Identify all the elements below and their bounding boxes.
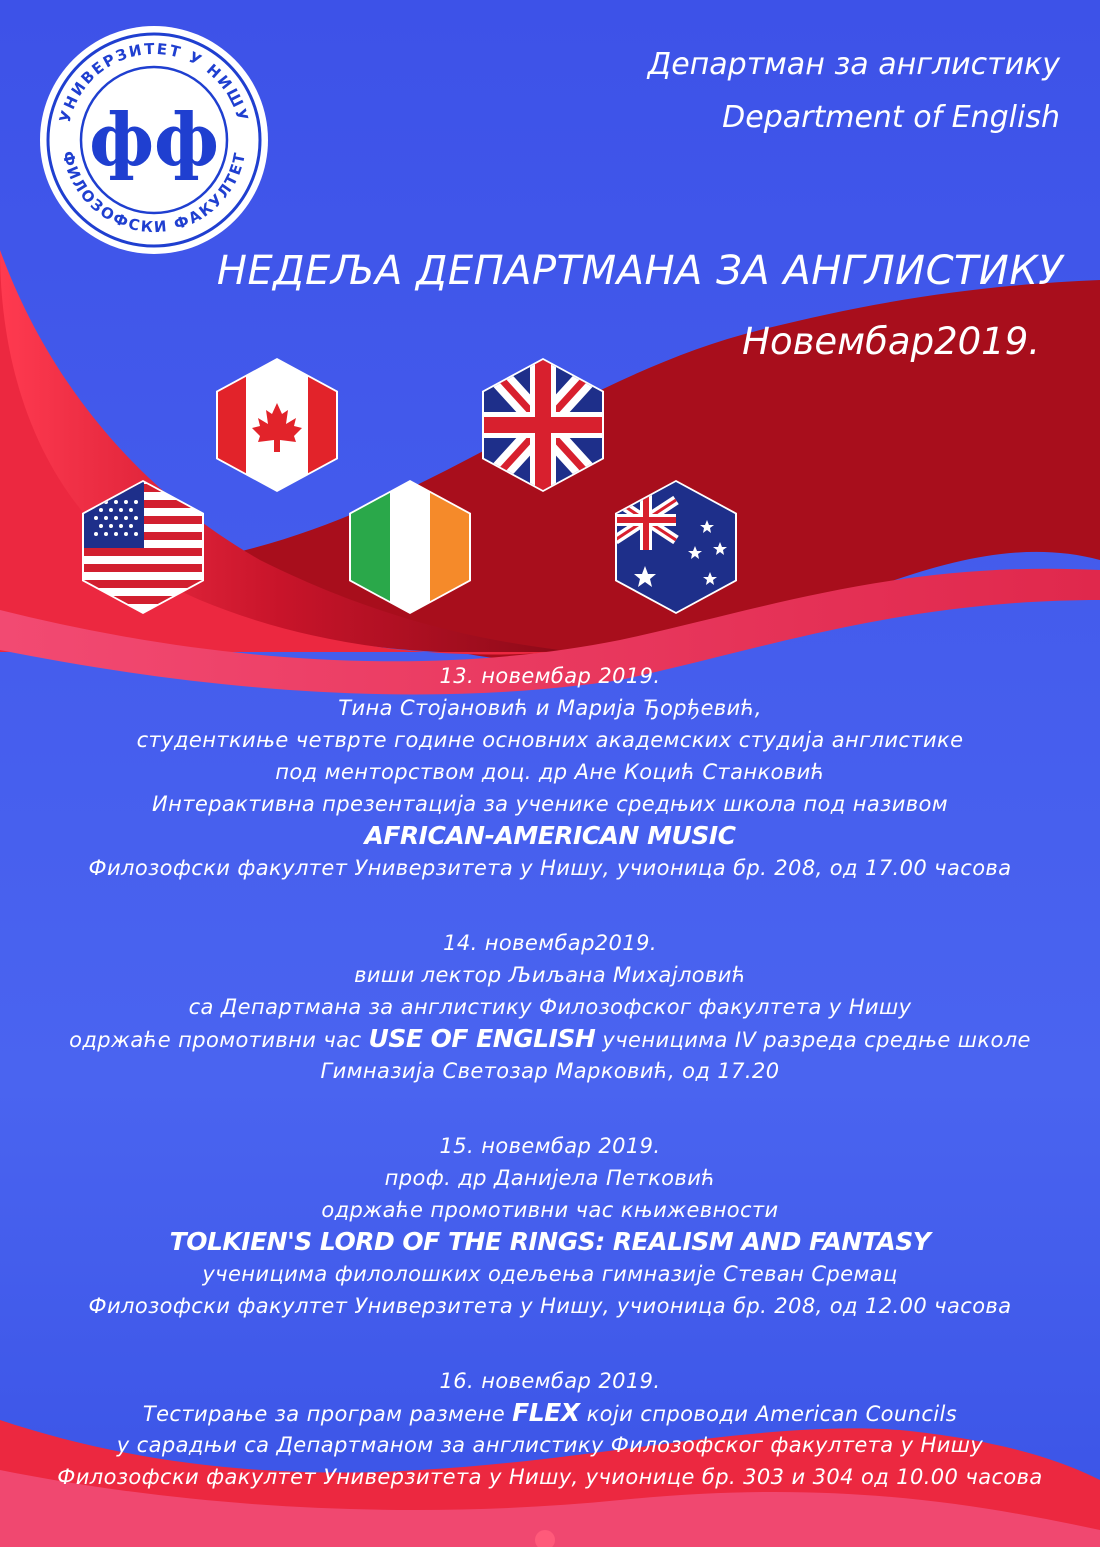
australia-flag xyxy=(615,480,737,614)
logo-ring-bottom: ФИЛОЗОФСКИ ФАКУЛТЕТ xyxy=(58,149,250,237)
event-line-pre: одржаће промотивни час xyxy=(69,1028,369,1052)
uk-flag xyxy=(482,358,604,492)
event-line xyxy=(0,1023,1100,1055)
event-line: одржаће промотивни час књижевности xyxy=(321,1198,779,1222)
event-line: проф. др Данијела Петковић xyxy=(384,1166,716,1190)
canada-flag xyxy=(216,358,338,492)
event-line: у сарадњи са Департманом за англистику Филозофског факултета у Нишу xyxy=(116,1433,984,1457)
event-highlight: FLEX xyxy=(512,1398,580,1427)
page-title: НЕДЕЉА ДЕПАРТМАНА ЗА АНГЛИСТИКУ xyxy=(216,248,1064,294)
event-line: студенткиње четврте године основних академских студија англистике xyxy=(136,728,964,752)
event-line: виши лектор Љиљана Михајловић xyxy=(354,963,746,987)
event-location: Филозофски факултет Универзитета у Нишу, учионица бр. 208, од 12.00 часова xyxy=(88,1294,1012,1318)
event-line: под менторством доц. др Ане Коцић Станковић xyxy=(275,760,825,784)
event-date: 16. новембар 2019. xyxy=(439,1369,661,1393)
logo-ring-top: УНИВЕРЗИТЕТ У НИШУ xyxy=(55,39,253,125)
event-highlight: AFRICAN-AMERICAN MUSIC xyxy=(364,821,736,850)
event-line: са Департмана за англистику Филозофског факултета у Нишу xyxy=(188,995,912,1019)
event-location: Филозофски факултет Универзитета у Нишу, учионица бр. 208, од 17.00 часова xyxy=(88,856,1012,880)
event-line: Интерактивна презентација за ученике средњих школа под називом xyxy=(151,792,949,816)
events-list xyxy=(0,660,1100,1493)
event-line-post: који спроводи American Councils xyxy=(579,1402,958,1426)
department-name-sr: Департман за англистику xyxy=(647,47,1060,82)
faculty-logo xyxy=(38,24,270,256)
event-line-pre: Тестирање за програм размене xyxy=(142,1402,513,1426)
event-line xyxy=(0,1397,1100,1429)
event-line: ученицима филолошких одељења гимназије Стеван Сремац xyxy=(202,1262,898,1286)
page-subtitle: Новембар2019. xyxy=(742,320,1040,363)
event-date: 13. новембар 2019. xyxy=(439,664,661,688)
usa-flag xyxy=(82,480,204,614)
event-highlight: USE OF ENGLISH xyxy=(368,1024,596,1053)
event-line: Тина Стојановић и Марија Ђорђевић, xyxy=(338,696,762,720)
event-location: Гимназија Светозар Марковић, од 17.20 xyxy=(320,1059,780,1083)
logo-monogram: фф xyxy=(89,97,219,182)
event-date: 14. новембар2019. xyxy=(443,931,657,955)
department-header xyxy=(500,38,1060,144)
event-date: 15. новембар 2019. xyxy=(439,1134,661,1158)
event-highlight: TOLKIEN'S LORD OF THE RINGS: REALISM AND FANTASY xyxy=(169,1227,931,1256)
ireland-flag xyxy=(349,480,471,614)
department-name-en: Department of English xyxy=(722,100,1060,135)
event-line-post: ученицима IV разреда средње школе xyxy=(595,1028,1031,1052)
event-location: Филозофски факултет Универзитета у Нишу, учионице бр. 303 и 304 од 10.00 часова xyxy=(57,1465,1043,1489)
